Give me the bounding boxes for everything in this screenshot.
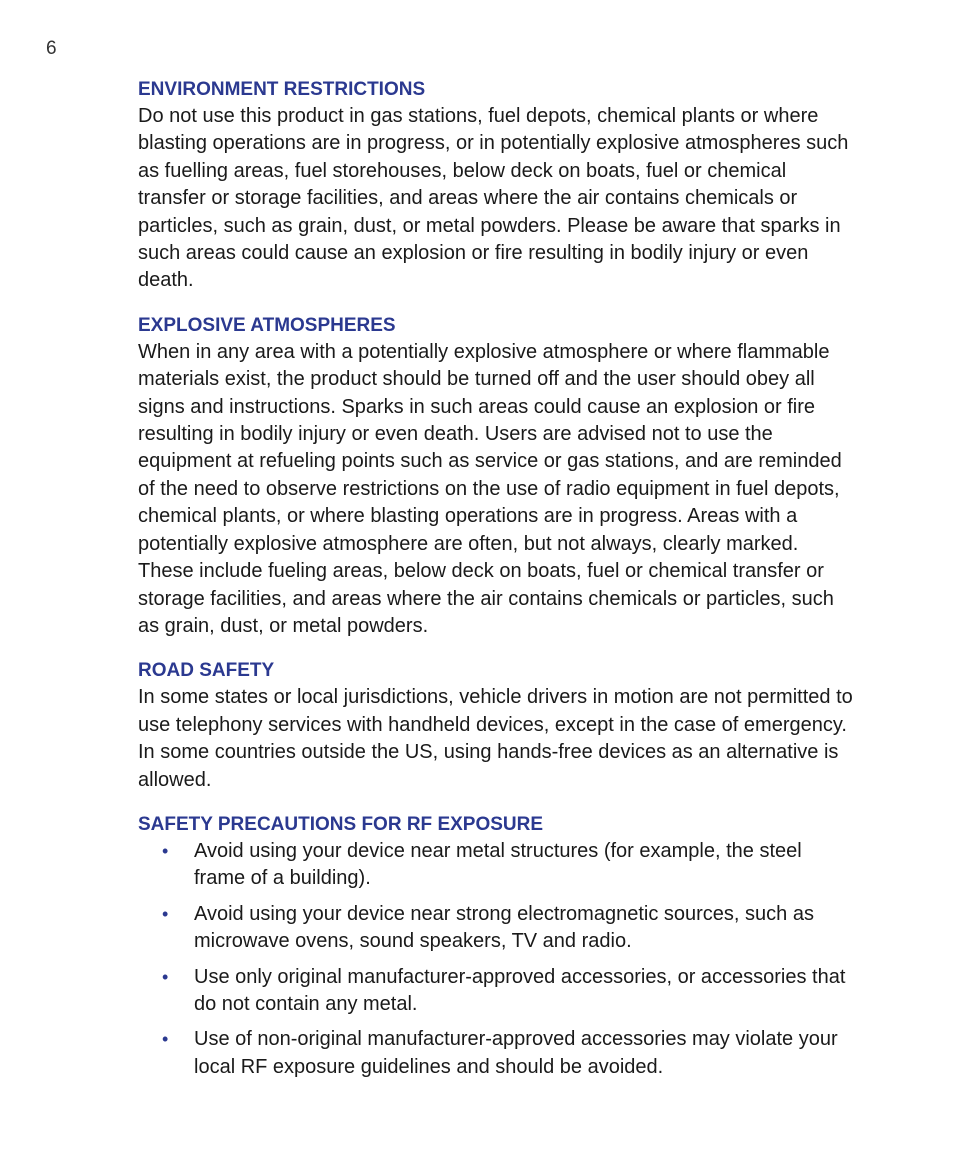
section-road-safety	[138, 657, 858, 794]
bullet-list	[138, 838, 858, 1081]
bullet-icon: •	[162, 1029, 169, 1050]
list-item	[138, 901, 858, 956]
section-heading: ENVIRONMENT RESTRICTIONS	[138, 79, 426, 100]
section-heading: EXPLOSIVE ATMOSPHERES	[138, 314, 396, 336]
section-rf-exposure	[138, 811, 858, 1081]
list-item	[138, 1026, 858, 1081]
bullet-icon: •	[162, 966, 169, 987]
bullet-icon: •	[162, 903, 169, 924]
section-paragraph: In some states or local jurisdictions, vehicle drivers in motion are not permitted to use telephony services with handheld devices, except in the case of emergency. In some countries outside the US, using hands-free devices as an alternative is allowed.	[138, 686, 853, 791]
section-explosive-atmospheres	[138, 312, 858, 640]
section-paragraph: Do not use this product in gas stations, fuel depots, chemical plants or where blasting operations are in progress, or in potentially explosive atmospheres such as fuelling areas, fuel storehouses, below deck on boats, fuel or chemical transfer or storage facilities, and areas where the air contains chemicals or particles, such as grain, dust, or metal powders. Please be aware that sparks in such areas could cause an explosion or fire resulting in bodily injury or even death.	[138, 105, 849, 292]
list-item-text: Use of non-original manufacturer-approved accessories may violate your local RF exposure guidelines and should be avoided.	[194, 1028, 838, 1078]
section-heading: SAFETY PRECAUTIONS FOR RF EXPOSURE	[138, 813, 544, 835]
document-body	[138, 76, 858, 1098]
section-environment-restrictions	[138, 76, 858, 295]
list-item	[138, 838, 858, 893]
page-number: 6	[46, 38, 57, 59]
bullet-icon: •	[162, 840, 169, 861]
list-item-text: Avoid using your device near metal structures (for example, the steel frame of a building).	[194, 839, 802, 890]
list-item	[138, 964, 858, 1019]
section-heading: ROAD SAFETY	[138, 660, 275, 682]
list-item-text: Use only original manufacturer-approved accessories, or accessories that do not contain any metal.	[194, 965, 846, 1015]
section-paragraph: When in any area with a potentially explosive atmosphere or where flammable materials exist, the product should be turned off and the user should obey all signs and instructions. Sparks in such areas could cause an explosion or fire resulting in bodily injury or even death. Users are advised not to use the equipment at refueling points such as service or gas stations, and are reminded of the need to observe restrictions on the use of radio equipment in fuel depots, chemical plants, or where blasting operations are in progress. Areas with a potentially explosive atmosphere are often, but not always, clearly marked. These include fueling areas, below deck on boats, fuel or chemical transfer or storage facilities, and areas where the air contains chemicals or particles, such as grain, dust, or metal powders.	[138, 340, 842, 637]
list-item-text: Avoid using your device near strong electromagnetic sources, such as microwave ovens, sound speakers, TV and radio.	[194, 902, 814, 953]
